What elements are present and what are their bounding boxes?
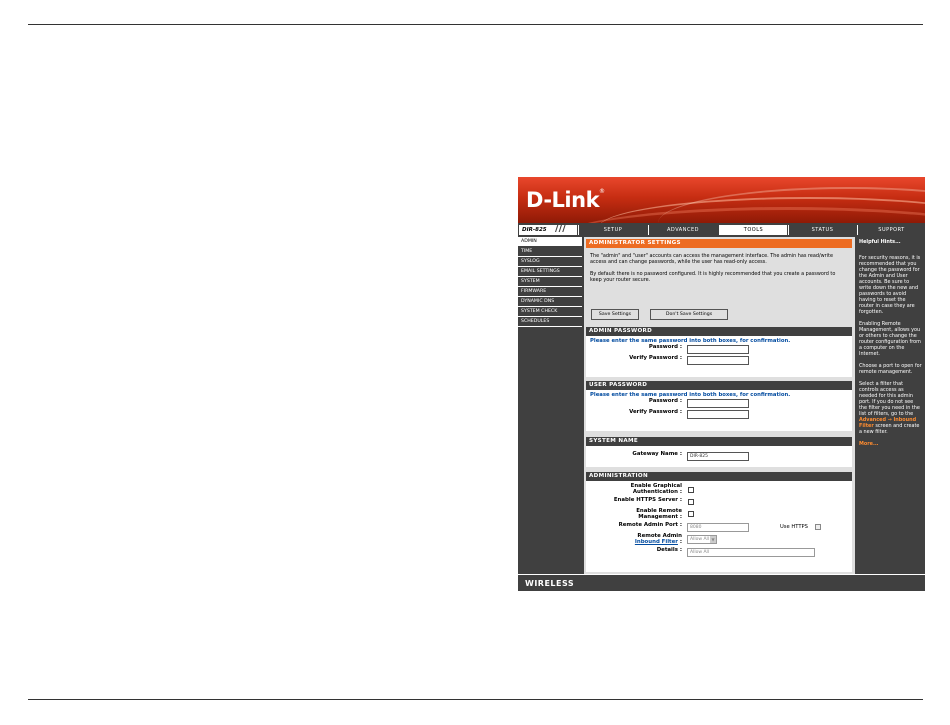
bottom-rule [28,699,923,700]
gateway-name-input[interactable]: DIR-825 [687,452,749,461]
user-password-input[interactable] [687,399,749,408]
graphical-auth-row [586,483,852,497]
dlink-logo: D-Link® [526,188,605,212]
footer [518,574,925,591]
remote-port-row [586,522,852,533]
dlink-banner [518,177,925,223]
admin-password-row [586,344,852,355]
tab-advanced[interactable]: ADVANCED [648,225,717,235]
advanced-inbound-filter-link[interactable]: Advanced → Inbound Filter [859,417,917,429]
system-name-section [586,437,852,467]
gateway-name-row [586,451,852,462]
section-title: SYSTEM NAME [586,437,852,446]
user-password-section [586,381,852,431]
graphical-auth-checkbox[interactable] [688,487,694,493]
help-panel [857,237,924,574]
model-slashes: /// [555,223,566,234]
sidebar-item-email-settings[interactable]: EMAIL SETTINGS [518,267,582,277]
router-admin-screenshot [518,177,925,591]
sidebar-item-dynamic-dns[interactable]: DYNAMIC DNS [518,297,582,307]
section-title: ADMIN PASSWORD [586,327,852,336]
help-port: Choose a port to open for remote management. [859,363,922,375]
help-filter: Select a filter that controls access as needed for this admin port. If you do not see the filter you need in the list of filters, go to the Advanced → Inbound Filter screen and create a new filter. [859,381,920,435]
password-label: Password : [648,398,682,404]
admin-verify-password-input[interactable] [687,356,749,365]
remote-management-row [586,508,852,522]
remote-management-label: Enable Remote Management : [636,508,682,520]
password-label: Password : [648,344,682,350]
inbound-filter-select[interactable]: Allow All ▼ [687,535,717,544]
admin-settings-section [586,239,852,323]
gateway-name-label: Gateway Name : [632,451,682,457]
top-navigation [518,224,925,235]
admin-settings-default-note: By default there is no password configured. It is highly recommended that you create a password to keep your router secure. [590,271,836,283]
sidebar-item-system-check[interactable]: SYSTEM CHECK [518,307,582,317]
tab-setup[interactable]: SETUP [578,225,647,235]
section-title: USER PASSWORD [586,381,852,390]
verify-password-label: Verify Password : [629,409,682,415]
use-https-label: Use HTTPS [780,524,808,530]
top-rule [28,24,923,25]
graphical-auth-label: Enable Graphical Authentication : [630,483,682,495]
admin-password-input[interactable] [687,345,749,354]
help-remote-management: Enabling Remote Management, allows you or others to change the router configuration from a computer on the Internet. [859,321,921,357]
help-title: Helpful Hints... [859,239,901,245]
https-server-label: Enable HTTPS Server : [613,497,682,503]
tab-support[interactable]: SUPPORT [857,225,925,235]
main-content [584,237,855,574]
administration-section [586,472,852,572]
details-label: Details : [656,547,682,553]
admin-password-section [586,327,852,377]
https-server-row [586,497,852,508]
help-passwords: For security reasons, it is recommended that you change the password for the Admin and User accounts. Be sure to write down the new and passwords to avoid having to reset the router in case they are forgotten. [859,255,921,315]
sidebar-item-firmware[interactable]: FIRMWARE [518,287,582,297]
chevron-down-icon: ▼ [711,537,715,542]
wireless-label: WIRELESS [525,579,575,588]
remote-port-input[interactable]: 8080 [687,523,749,532]
use-https-checkbox[interactable] [815,524,821,530]
save-settings-button[interactable]: Save Settings [591,309,639,320]
sidebar-item-syslog[interactable]: SYSLOG [518,257,582,267]
user-password-note: Please enter the same password into both boxes, for confirmation. [590,392,791,398]
user-password-row [586,398,852,409]
more-link[interactable]: More... [859,441,879,447]
inbound-filter-row [586,533,852,547]
tab-tools[interactable]: TOOLS [719,225,787,235]
admin-password-note: Please enter the same password into both boxes, for confirmation. [590,338,791,344]
user-verify-password-input[interactable] [687,410,749,419]
verify-password-label: Verify Password : [629,355,682,361]
admin-verify-row [586,355,852,366]
sidebar-item-admin[interactable]: ADMIN [518,237,582,247]
section-title: ADMINISTRATION [586,472,852,481]
remote-management-checkbox[interactable] [688,511,694,517]
section-title: ADMINISTRATOR SETTINGS [586,239,852,248]
sidebar-item-time[interactable]: TIME [518,247,582,257]
admin-settings-intro: The "admin" and "user" accounts can access the management interface. The admin has read/write access and can change passwords, while the user has read-only access. [590,253,833,265]
sidebar-item-schedules[interactable]: SCHEDULES [518,317,582,327]
dont-save-settings-button[interactable]: Don't Save Settings [650,309,728,320]
sidebar [518,237,582,574]
details-input: Allow All [687,548,815,557]
https-server-checkbox[interactable] [688,499,694,505]
tab-status[interactable]: STATUS [788,225,856,235]
details-row [586,547,852,558]
model-label: DIR-825 [519,225,577,235]
user-verify-row [586,409,852,420]
inbound-filter-label: Remote Admin Inbound Filter : [634,533,682,545]
sidebar-item-system[interactable]: SYSTEM [518,277,582,287]
remote-port-label: Remote Admin Port : [618,522,682,528]
inbound-filter-link[interactable]: Inbound Filter [634,538,678,545]
